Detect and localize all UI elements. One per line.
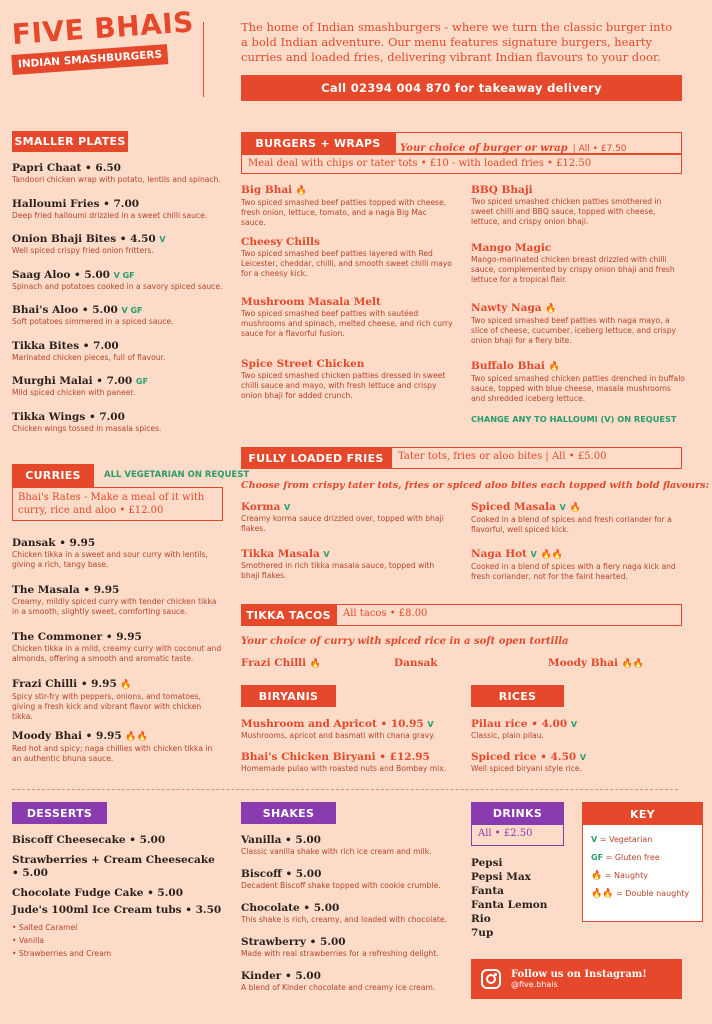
item-desc: Marinated chicken pieces, full of flavour. bbox=[12, 352, 166, 362]
item-desc: This shake is rich, creamy, and loaded with chocolate. bbox=[241, 915, 447, 924]
taco-option bbox=[241, 657, 321, 671]
item-name: The Masala • 9.95 bbox=[12, 584, 120, 596]
item-desc: Classic, plain pilau. bbox=[471, 731, 544, 740]
list-item: 7up bbox=[471, 927, 494, 939]
list-item bbox=[241, 358, 453, 410]
key-entry bbox=[591, 867, 694, 885]
key-label: = Double naughty bbox=[615, 889, 690, 898]
list-item bbox=[241, 751, 463, 784]
item-desc: Deep fried halloumi drizzled in a sweet chilli sauce. bbox=[12, 210, 208, 220]
key-header bbox=[583, 803, 702, 825]
item-desc: Two spiced smashed beef patties with sautéed mushrooms and spinach, melted cheese, and rich curry sauce for a flavorful fusion. bbox=[241, 309, 453, 338]
item-name: Mushroom Masala Melt bbox=[241, 296, 381, 308]
flavour-item: • Strawberries and Cream bbox=[12, 949, 112, 958]
burgers-title: BURGERS + WRAPS bbox=[255, 136, 381, 150]
curries-rates: Bhai's Rates - Make a meal of it with curry, rice and aloo • £12.00 bbox=[12, 487, 223, 521]
flame-icon: 🔥 bbox=[548, 362, 560, 372]
item-name: Mango Magic bbox=[471, 242, 552, 254]
list-item bbox=[471, 548, 685, 593]
list-item bbox=[12, 537, 224, 584]
item-desc: Classic vanilla shake with rich ice cream and milk. bbox=[241, 847, 432, 856]
list-item: Rio bbox=[471, 913, 491, 925]
list-item bbox=[241, 184, 453, 236]
item-desc: Two spiced smashed beef patties layered with Red Leicester, cheddar, chilli, and smooth sweet chilli mayo for a cheesy kick. bbox=[241, 249, 452, 278]
drinks-price: All • £2.50 bbox=[471, 824, 564, 846]
diet-tag: V bbox=[284, 503, 291, 512]
fries-title: FULLY LOADED FRIES bbox=[248, 451, 384, 465]
list-item bbox=[12, 233, 224, 269]
item-desc: Well spiced crispy fried onion fritters. bbox=[12, 246, 154, 255]
flame-icon: 🔥🔥 bbox=[621, 659, 645, 669]
flavour-item: • Salted Caramel bbox=[12, 923, 78, 932]
diet-tag: V bbox=[559, 503, 566, 512]
list-item bbox=[12, 198, 224, 234]
tacos-choice: Your choice of curry with spiced rice in a soft open tortilla bbox=[241, 636, 569, 647]
list-item: Jude's 100ml Ice Cream tubs • 3.50 bbox=[12, 904, 222, 916]
list-item bbox=[12, 584, 224, 631]
list-item bbox=[241, 501, 453, 548]
item-name: Tikka Bites • 7.00 bbox=[12, 339, 119, 352]
flame-icon: 🔥 bbox=[295, 186, 308, 196]
rices-header bbox=[471, 685, 564, 707]
item-desc: Homemade pulao with roasted nuts and Bombay mix. bbox=[241, 764, 447, 773]
tacos-title: TIKKA TACOS bbox=[246, 608, 331, 622]
item-desc: Mild spiced chicken with paneer. bbox=[12, 388, 136, 397]
item-name: Halloumi Fries • 7.00 bbox=[12, 197, 140, 210]
flame-icon: 🔥 bbox=[545, 304, 557, 314]
item-name: Nawty Naga bbox=[471, 302, 542, 314]
flame-icon: 🔥🔥 bbox=[540, 550, 563, 560]
burgers-right bbox=[471, 184, 685, 424]
instagram-banner[interactable] bbox=[471, 959, 682, 999]
item-name: Dansak • 9.95 bbox=[12, 537, 96, 549]
list-item bbox=[241, 970, 463, 1004]
flavour-item: • Vanilla bbox=[12, 936, 44, 945]
item-name: Bhai's Chicken Biryani • £12.95 bbox=[241, 751, 430, 763]
item-name: Bhai's Aloo • 5.00 bbox=[12, 304, 118, 316]
list-item bbox=[12, 304, 224, 340]
meal-deal: Meal deal with chips or tater tots • £10 - with loaded fries • £12.50 bbox=[241, 154, 682, 174]
list-item bbox=[471, 501, 685, 548]
drinks-title: DRINKS bbox=[492, 806, 543, 820]
fries-choose: Choose from crispy tater tots, fries or spiced aloo bites each topped with bold flavours: bbox=[241, 480, 710, 491]
section-divider bbox=[12, 789, 678, 790]
vegetarian-icon: V bbox=[591, 835, 598, 844]
rices-title: RICES bbox=[498, 689, 537, 703]
smaller-plates-title: SMALLER PLATES bbox=[14, 135, 126, 148]
diet-tag: V GF bbox=[113, 270, 135, 280]
item-desc: Tandoori chicken wrap with potato, lentils and spinach. bbox=[12, 175, 221, 184]
item-name: Pilau rice • 4.00 bbox=[471, 718, 568, 730]
item-name: Naga Hot bbox=[471, 548, 527, 560]
item-name: Tikka Wings • 7.00 bbox=[12, 410, 125, 423]
item-name: Vanilla • 5.00 bbox=[241, 834, 321, 846]
curries-header bbox=[12, 464, 94, 487]
item-name: BBQ Bhaji bbox=[471, 184, 533, 196]
list-item bbox=[12, 411, 224, 447]
item-name: Moody Bhai bbox=[548, 657, 619, 669]
curries-note: ALL VEGETARIAN ON REQUEST bbox=[104, 470, 250, 480]
list-item: Chocolate Fudge Cake • 5.00 bbox=[12, 887, 184, 899]
flavour-label: Vanilla bbox=[18, 936, 44, 945]
list-item bbox=[241, 902, 463, 936]
desserts-header bbox=[12, 802, 107, 824]
item-desc: Red hot and spicy; naga chillies with chicken tikka in an authentic bhuna sauce. bbox=[12, 744, 213, 763]
item-name: Papri Chaat • 6.50 bbox=[12, 162, 121, 174]
phone-cta-label: Call 02394 004 870 for takeaway delivery bbox=[321, 81, 602, 95]
key-title: KEY bbox=[630, 807, 655, 821]
key-entry bbox=[591, 831, 694, 849]
item-desc: Two spiced smashed chicken patties smothered in sweet chilli and BBQ sauce, topped with cheese, lettuce, and crispy onion bhaji. bbox=[471, 197, 662, 226]
shakes-list bbox=[241, 834, 463, 1004]
item-desc: Two spiced smashed chicken patties dressed in sweet chilli sauce and mayo, with fresh lettuce and crispy onion bhaji for added crunch. bbox=[241, 371, 446, 400]
list-item bbox=[12, 631, 224, 678]
logo-name: FIVE BHAIS bbox=[10, 5, 195, 51]
item-desc: Creamy, mildly spiced curry with tender chicken tikka in a smooth, slightly sweet, comforting sauce. bbox=[12, 597, 217, 616]
smaller-plates-header bbox=[12, 131, 128, 152]
item-name: Saag Aloo • 5.00 bbox=[12, 268, 110, 281]
item-name: Murghi Malai • 7.00 bbox=[12, 375, 133, 387]
list-item bbox=[12, 269, 224, 305]
diet-tag: V bbox=[323, 550, 330, 559]
double-flame-icon: 🔥🔥 bbox=[591, 889, 614, 899]
flavour-label: Salted Caramel bbox=[18, 923, 78, 932]
fries-left bbox=[241, 501, 453, 593]
instagram-icon bbox=[481, 969, 501, 989]
list-item bbox=[471, 302, 685, 360]
item-name: Buffalo Bhai bbox=[471, 360, 545, 372]
item-name: Tikka Masala bbox=[241, 548, 320, 560]
curries-title: CURRIES bbox=[25, 469, 81, 482]
burgers-left bbox=[241, 184, 453, 410]
flavour-label: Strawberries and Cream bbox=[18, 949, 112, 958]
list-item bbox=[12, 678, 224, 730]
flame-icon: 🔥 bbox=[309, 659, 322, 669]
item-desc: Two spiced smashed beef patties with naga mayo, a slice of cheese, cucumber, iceberg lettuce, and crispy onion bhaji for a fiery bite. bbox=[471, 316, 677, 345]
item-name: Biscoff • 5.00 bbox=[241, 868, 322, 880]
rices-list bbox=[471, 718, 685, 784]
item-name: Korma bbox=[241, 501, 281, 513]
taco-option bbox=[548, 657, 644, 671]
smaller-plates-list bbox=[12, 162, 224, 446]
halloumi-note: CHANGE ANY TO HALLOUMI (V) ON REQUEST bbox=[471, 414, 677, 424]
item-name: Cheesy Chills bbox=[241, 236, 320, 248]
item-name: Frazi Chilli bbox=[241, 657, 307, 669]
flame-icon: 🔥 bbox=[569, 503, 581, 513]
intro-text: The home of Indian smashburgers - where we turn the classic burger into a bold Indian adventure. Our menu features signature burgers, hearty curries and loaded fries, delivering vibrant Indian flavours to your door. bbox=[241, 20, 673, 64]
flame-icon: 🔥 bbox=[591, 871, 603, 881]
list-item bbox=[471, 360, 685, 414]
list-item bbox=[241, 936, 463, 970]
list-item: Pepsi Max bbox=[471, 871, 531, 883]
item-desc: Well spiced biryani style rice. bbox=[471, 764, 582, 773]
item-name: Frazi Chilli • 9.95 bbox=[12, 678, 117, 690]
list-item: Pepsi bbox=[471, 857, 503, 869]
item-name: Strawberry • 5.00 bbox=[241, 936, 346, 948]
flame-icon: 🔥🔥 bbox=[125, 732, 148, 742]
item-name: Moody Bhai • 9.95 bbox=[12, 730, 122, 742]
item-desc: Cooked in a blend of spices and fresh coriander for a flavorful, well spiced kick. bbox=[471, 515, 672, 534]
list-item bbox=[12, 730, 224, 777]
item-name: Spice Street Chicken bbox=[241, 358, 365, 370]
key-entry bbox=[591, 849, 694, 867]
list-item bbox=[12, 340, 224, 376]
item-desc: Made with real strawberries for a refreshing delight. bbox=[241, 949, 439, 958]
key-entry bbox=[591, 885, 694, 903]
item-desc: A blend of Kinder chocolate and creamy ice cream. bbox=[241, 983, 436, 992]
key-box bbox=[582, 802, 703, 922]
instagram-handle: @five.bhais bbox=[511, 980, 558, 989]
diet-tag: V bbox=[530, 550, 537, 559]
diet-tag: V bbox=[427, 720, 434, 729]
item-name: Onion Bhaji Bites • 4.50 bbox=[12, 233, 156, 245]
item-desc: Spicy stir-fry with peppers, onions, and tomatoes, giving a fresh kick and vibrant flavor with chicken tikka. bbox=[12, 692, 202, 721]
list-item bbox=[241, 548, 453, 593]
item-desc: Decadent Biscoff shake topped with cookie crumble. bbox=[241, 881, 441, 890]
burgers-header bbox=[241, 132, 395, 154]
gluten-free-icon: GF bbox=[591, 853, 604, 862]
item-desc: Chicken tikka in a mild, creamy curry with coconut and almonds, offering a smooth and aromatic taste. bbox=[12, 644, 222, 663]
list-item: Strawberries + Cream Cheesecake • 5.00 bbox=[12, 854, 215, 879]
burgers-choice: Your choice of burger or wrap bbox=[400, 143, 568, 154]
burgers-choice-box bbox=[395, 132, 682, 154]
item-name: Mushroom and Apricot • 10.95 bbox=[241, 718, 424, 730]
item-name: Spiced rice • 4.50 bbox=[471, 751, 577, 763]
biryanis-list bbox=[241, 718, 463, 784]
key-label: = Gluten free bbox=[605, 853, 660, 862]
list-item bbox=[12, 375, 224, 411]
diet-tag: V GF bbox=[121, 306, 143, 315]
item-desc: Chicken tikka in a sweet and sour curry with lentils, giving a rich, tangy base. bbox=[12, 550, 208, 569]
key-label: = Vegetarian bbox=[599, 835, 653, 844]
key-entries bbox=[583, 825, 702, 909]
desserts-list bbox=[12, 834, 224, 960]
item-desc: Two spiced smashed chicken patties drenched in buffalo sauce, topped with blue cheese, masala mushrooms and shredded iceberg lettuce. bbox=[471, 374, 685, 403]
biryanis-title: BIRYANIS bbox=[258, 689, 319, 703]
list-item bbox=[471, 242, 685, 302]
list-item bbox=[241, 868, 463, 902]
item-name: Big Bhai bbox=[241, 184, 293, 196]
item-desc: Cooked in a blend of spices with a fiery naga kick and fresh coriander, not for the faint hearted. bbox=[471, 562, 676, 581]
list-item bbox=[471, 718, 685, 751]
logo-tagline: INDIAN SMASHBURGERS bbox=[11, 44, 168, 75]
list-item bbox=[241, 296, 453, 358]
item-desc: Smothered in rich tikka masala sauce, topped with bhaji flakes. bbox=[241, 561, 435, 580]
fries-right bbox=[471, 501, 685, 593]
fries-header bbox=[241, 447, 391, 469]
drinks-list bbox=[471, 856, 571, 940]
item-desc: Mushrooms, apricot and basmati with chana gravy. bbox=[241, 731, 436, 740]
item-desc: Mango-marinated chicken breast drizzled with chilli sauce, complemented by crispy onion bhaji and fresh lettuce for a tropical flair. bbox=[471, 255, 675, 284]
diet-tag: GF bbox=[135, 377, 148, 386]
list-item: Fanta Lemon bbox=[471, 899, 548, 911]
logo bbox=[10, 5, 195, 98]
flavour-list bbox=[12, 921, 224, 960]
shakes-header bbox=[241, 802, 336, 824]
item-name: The Commoner • 9.95 bbox=[12, 631, 142, 643]
item-name: Kinder • 5.00 bbox=[241, 970, 321, 982]
desserts-title: DESSERTS bbox=[26, 806, 93, 820]
drinks-header bbox=[471, 802, 564, 824]
item-desc: Soft potatoes simmered in a spiced sauce. bbox=[12, 317, 174, 326]
curries-list bbox=[12, 537, 224, 777]
item-desc: Creamy korma sauce drizzled over, topped with bhaji flakes. bbox=[241, 514, 444, 533]
instagram-label: Follow us on Instagram! bbox=[511, 969, 647, 980]
item-name: Chocolate • 5.00 bbox=[241, 902, 340, 914]
instagram-text bbox=[511, 969, 647, 989]
list-item bbox=[471, 184, 685, 242]
list-item bbox=[241, 236, 453, 296]
fries-info: Tater tots, fries or aloo bites | All • £5.00 bbox=[391, 447, 682, 469]
phone-cta[interactable] bbox=[241, 75, 682, 101]
list-item: Fanta bbox=[471, 885, 504, 897]
tacos-header bbox=[241, 604, 336, 626]
item-desc: Two spiced smashed beef patties topped with cheese, fresh onion, lettuce, tomato, and a naga Big Mac sauce. bbox=[241, 198, 447, 227]
item-name: Dansak bbox=[394, 657, 438, 669]
flame-icon: 🔥 bbox=[120, 680, 132, 690]
item-desc: Chicken wings tossed in masala spices. bbox=[12, 423, 162, 433]
diet-tag: V bbox=[159, 235, 166, 244]
diet-tag: V bbox=[579, 753, 587, 762]
taco-option bbox=[394, 657, 438, 670]
list-item bbox=[12, 162, 224, 198]
list-item bbox=[471, 751, 685, 784]
burgers-price: | All • £7.50 bbox=[572, 144, 627, 154]
list-item bbox=[241, 834, 463, 868]
tacos-price: All tacos • £8.00 bbox=[336, 604, 682, 626]
diet-tag: V bbox=[570, 720, 578, 729]
shakes-title: SHAKES bbox=[262, 806, 315, 820]
key-label: = Naughty bbox=[604, 871, 648, 880]
item-name: Spiced Masala bbox=[471, 501, 556, 513]
list-item bbox=[241, 718, 463, 751]
list-item: Biscoff Cheesecake • 5.00 bbox=[12, 834, 166, 846]
biryanis-header bbox=[241, 685, 336, 707]
item-desc: Spinach and potatoes cooked in a savory spiced sauce. bbox=[12, 281, 223, 291]
